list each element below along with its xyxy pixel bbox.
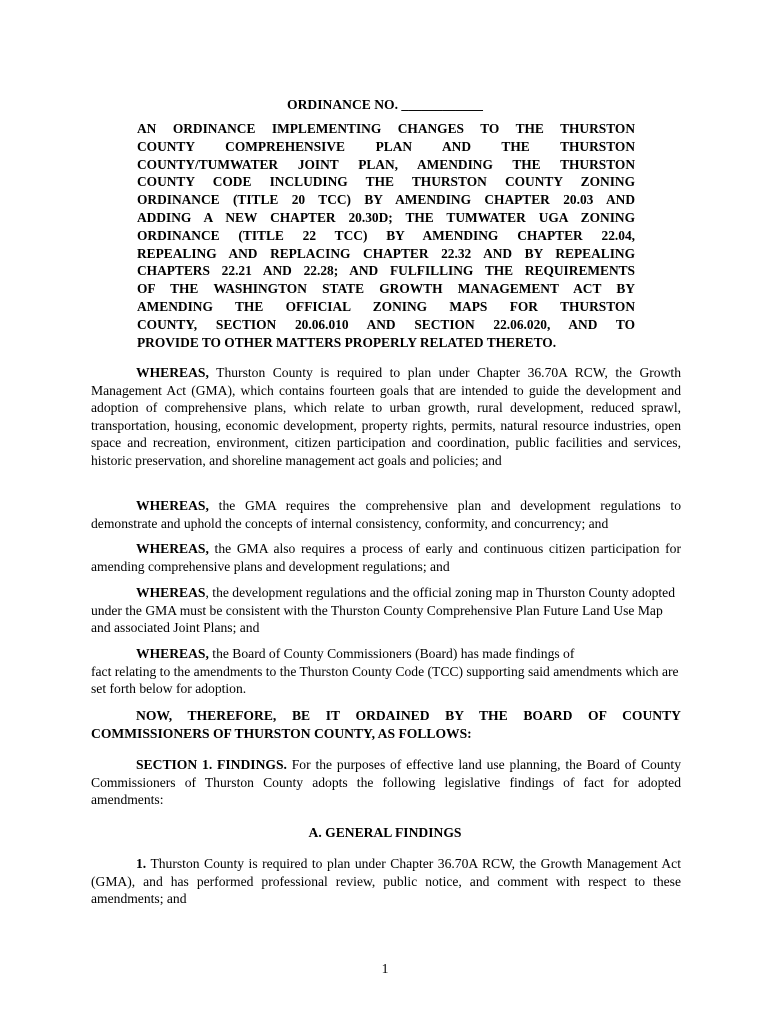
caption-line: COUNTY COMPREHENSIVE PLAN AND THE THURSTON [137,138,635,154]
caption-line: ORDINANCE (TITLE 20 TCC) BY AMENDING CHAPTER 20.03 AND [137,192,635,208]
whereas-text: the GMA requires the comprehensive plan and development regulations to demonstrate and uphold the concepts of internal consistency, conformity, and concurrency; and [91,498,681,531]
whereas-text: Thurston County is required to plan under Chapter 36.70A RCW, the Growth Management Act (GMA), which contains fourteen goals that are intended to guide the development and adoption of comprehensive plans, which relate to urban growth, rural development, reduced sprawl, transportation, housing, economic development, property rights, permits, natural resource industries, open space and recreation, environment, citizen participation and coordination, public facilities and services, historic preservation, and shoreline management act goals and policies; and [91,365,681,468]
section-lead: SECTION 1. FINDINGS. [136,757,287,772]
whereas-lead: WHEREAS, [136,498,209,513]
caption-line: CHAPTERS 22.21 AND 22.28; AND FULFILLING THE REQUIREMENTS [137,263,635,279]
caption-line: ADDING A NEW CHAPTER 20.30D; THE TUMWATER UGA ZONING [137,209,635,225]
now-therefore-clause [91,707,681,742]
whereas-paragraph-2 [91,497,681,532]
whereas-text-continued: fact relating to the amendments to the Thurston County Code (TCC) supporting said amendments which are set forth below for adoption. [91,663,679,697]
whereas-text: , the development regulations and the official zoning map in Thurston County adopted under the GMA must be consistent with the Thurston County Comprehensive Plan Future Land Use Map and associated Joint Plans; and [91,585,676,636]
whereas-text: the GMA also requires a process of early and continuous citizen participation for amending comprehensive plans and development regulations; and [91,541,681,574]
now-therefore-text: NOW, THEREFORE, BE IT ORDAINED BY THE BOARD OF COUNTY COMMISSIONERS OF THURSTON COUNTY, AS FOLLOWS: [91,708,681,741]
caption-line: PROVIDE TO OTHER MATTERS PROPERLY RELATED THERETO. [137,334,557,350]
general-findings-heading: A. GENERAL FINDINGS [308,825,462,840]
whereas-paragraph-1 [91,364,681,470]
whereas-lead: WHEREAS, [136,541,209,556]
whereas-lead: WHEREAS [136,585,206,600]
caption-line: REPEALING AND REPLACING CHAPTER 22.32 AND BY REPEALING [137,245,635,261]
whereas-paragraph-4 [91,584,681,637]
finding-text: Thurston County is required to plan under Chapter 36.70A RCW, the Growth Management Act (GMA), and has performed professional review, public notice, and comment with respect to these amendments; and [91,856,681,907]
section-1-findings [91,756,681,809]
caption-line: COUNTY CODE INCLUDING THE THURSTON COUNTY ZONING [137,174,635,190]
page-number: 1 [381,961,389,976]
caption-line: ORDINANCE (TITLE 22 TCC) BY AMENDING CHAPTER 22.04, [137,227,635,243]
caption-line: AMENDING THE OFFICIAL ZONING MAPS FOR THURSTON [137,298,635,314]
whereas-text: the Board of County Commissioners (Board) has made findings of [208,646,575,661]
caption-line: COUNTY/TUMWATER JOINT PLAN, AMENDING THE THURSTON [137,156,635,172]
finding-number: 1. [136,856,147,871]
caption-line: OF THE WASHINGTON STATE GROWTH MANAGEMENT ACT BY [137,281,635,297]
ordinance-title: ORDINANCE NO. ____________ [287,97,483,112]
section-text: For the purposes of effective land use planning, the Board of County Commissioners of Thurston County adopts the following legislative findings of fact for adopted amendments: [91,757,681,808]
whereas-paragraph-5 [91,645,681,698]
caption-line: AN ORDINANCE IMPLEMENTING CHANGES TO THE THURSTON [137,121,635,136]
finding-1 [91,855,681,908]
caption-line: COUNTY, SECTION 20.06.010 AND SECTION 22.06.020, AND TO [137,316,635,332]
whereas-paragraph-3 [91,540,681,575]
whereas-lead: WHEREAS, [136,365,209,380]
ordinance-caption [137,120,635,351]
whereas-lead: WHEREAS, [136,646,209,661]
